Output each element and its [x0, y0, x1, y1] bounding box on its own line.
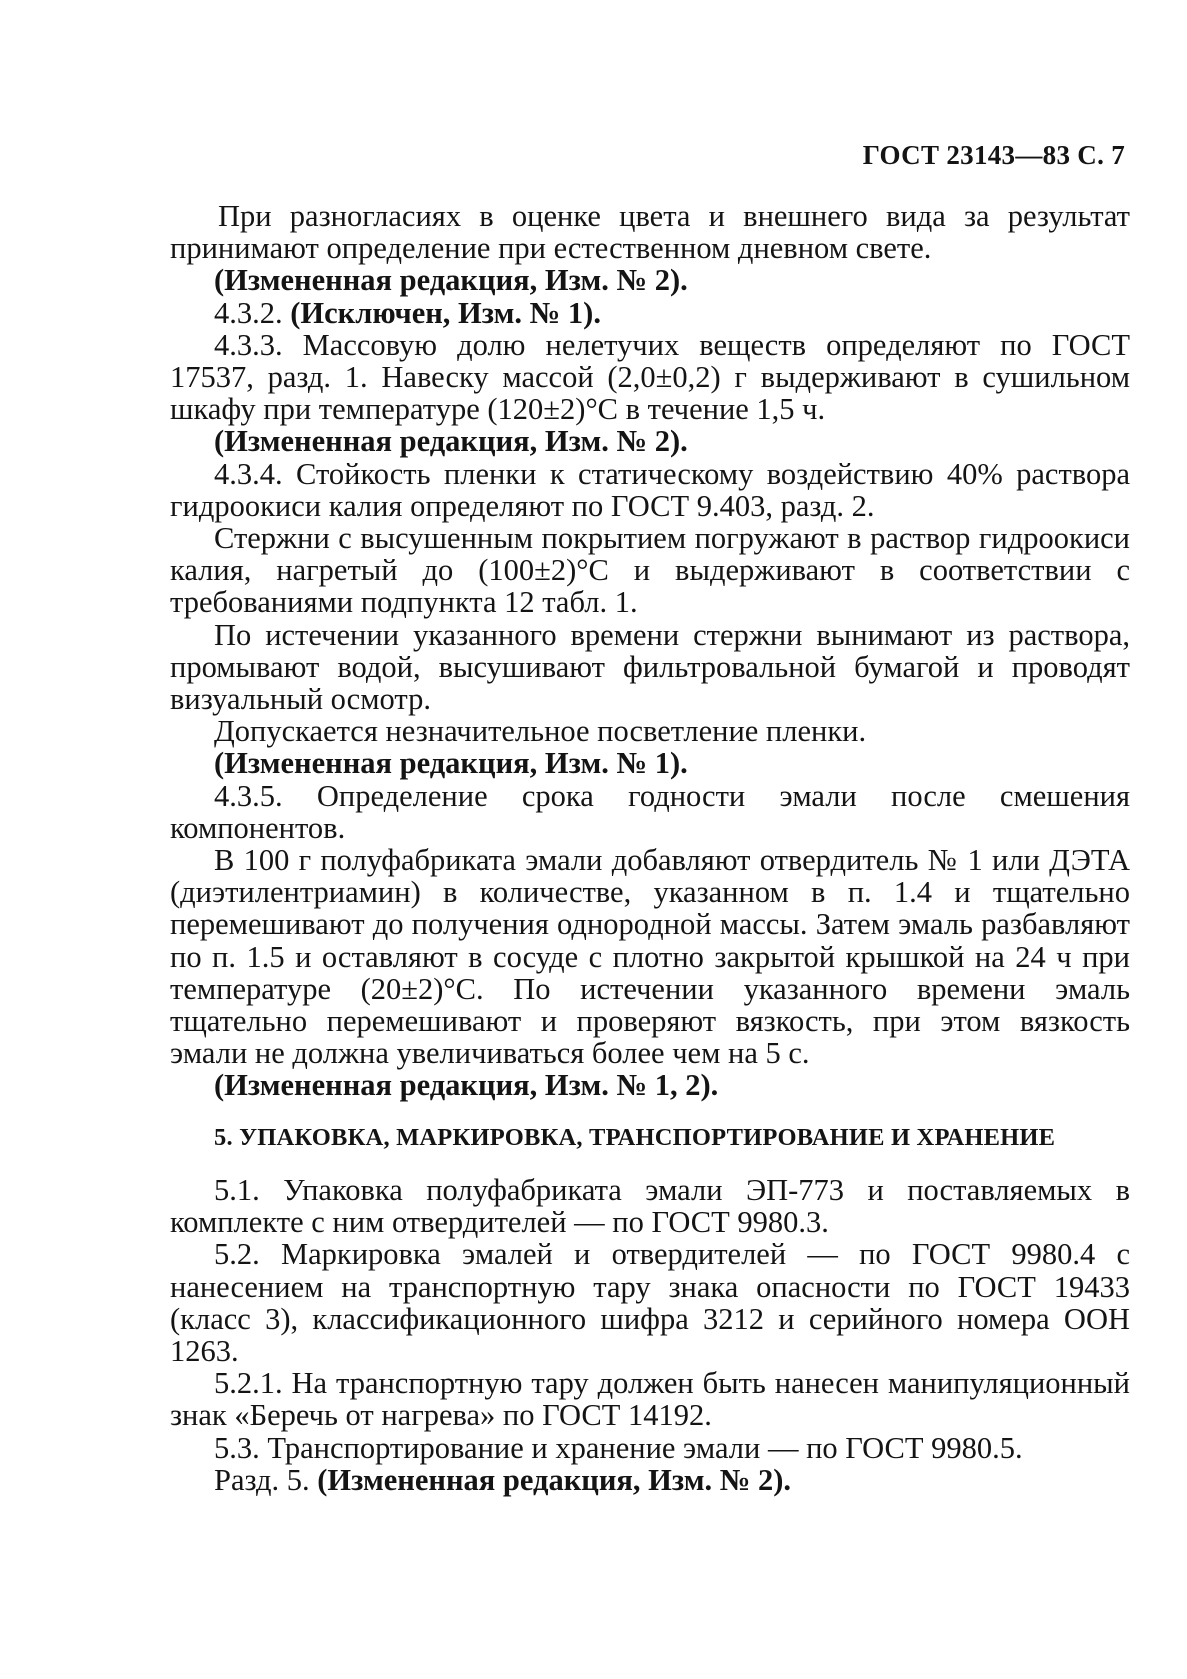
paragraph-4-3-5: 4.3.5. Определение срока годности эмали после смешения компонентов.	[170, 778, 1130, 845]
amendment-note: (Измененная редакция, Изм. № 1).	[214, 746, 688, 781]
paragraph-5-3: 5.3. Транспортирование и хранение эмали — по ГОСТ 9980.5.	[214, 1430, 1023, 1465]
running-header: ГОСТ 23143—83 С. 7	[862, 140, 1125, 170]
amendment-note: (Измененная редакция, Изм. № 2).	[317, 1462, 792, 1497]
amendment-note: (Измененная редакция, Изм. № 2).	[214, 263, 688, 298]
paragraph-section-5-amendment	[170, 1464, 1130, 1496]
document-body	[170, 200, 1130, 1496]
clause-number: 4.3.2.	[214, 295, 283, 330]
section-ref: Разд. 5.	[214, 1462, 310, 1497]
amendment-note: (Измененная редакция, Изм. № 2).	[214, 424, 688, 459]
clause-excluded-note: (Исключен, Изм. № 1).	[290, 295, 601, 330]
paragraph-5-2-1: 5.2.1. На транспортную тару должен быть нанесен манипуляционный знак «Беречь от нагрева» по ГОСТ 14192.	[170, 1366, 1130, 1433]
paragraph-4-3-3: 4.3.3. Массовую долю нелетучих веществ определяют по ГОСТ 17537, разд. 1. Навеску массой (2,0±0,2) г выдерживают в сушильном шкафу при температуре (120±2)°С в течение 1,5 ч.	[170, 327, 1130, 427]
paragraph-rods-immersion: Стержни с высушенным покрытием погружают в раствор гидроокиси калия, нагретый до (100±2)°С и выдерживают в соответствии с требованиями подпункта 12 табл. 1.	[170, 521, 1130, 620]
amendment-note: (Измененная редакция, Изм. № 1, 2).	[214, 1068, 719, 1103]
paragraph-rods-inspection: По истечении указанного времени стержни вынимают из раствора, промывают водой, высушивают фильтровальной бумагой и проводят визуальный осмотр.	[170, 617, 1130, 717]
paragraph-4-3-4: 4.3.4. Стойкость пленки к статическому воздействию 40% раствора гидроокиси калия определяют по ГОСТ 9.403, разд. 2.	[170, 456, 1130, 523]
paragraph-color-dispute: При разногласиях в оценке цвета и внешнего вида за результат принимают определение при естественном дневном свете.	[170, 199, 1130, 266]
paragraph-pot-life-method: В 100 г полуфабриката эмали добавляют отвердитель № 1 или ДЭТА (диэтилентриамин) в количестве, указанном в п. 1.4 и тщательно перемешивают до получения однородной массы. Затем эмаль разбавляют по п. 1.5 и оставляют в сосуде с плотно закрытой крышкой на 24 ч при температуре (20±2)°С. По истечении указанного времени эмаль тщательно перемешивают и проверяют вязкость, при этом вязкость эмали не должна увеличиваться более чем на 5 с.	[170, 843, 1130, 1071]
section-5-title: 5. УПАКОВКА, МАРКИРОВКА, ТРАНСПОРТИРОВАНИЕ И ХРАНЕНИЕ	[214, 1123, 1056, 1151]
paragraph-film-lightening: Допускается незначительное посветление пленки.	[214, 714, 867, 749]
paragraph-5-2: 5.2. Маркировка эмалей и отвердителей — по ГОСТ 9980.4 с нанесением на транспортную тару знака опасности по ГОСТ 19433 (класс 3), классификационного шифра 3212 и серийного номера ООН 1263.	[170, 1237, 1130, 1368]
paragraph-5-1: 5.1. Упаковка полуфабриката эмали ЭП-773 и поставляемых в комплекте с ним отвердителей — по ГОСТ 9980.3.	[170, 1172, 1130, 1240]
paragraph-4-3-2	[170, 297, 1130, 329]
